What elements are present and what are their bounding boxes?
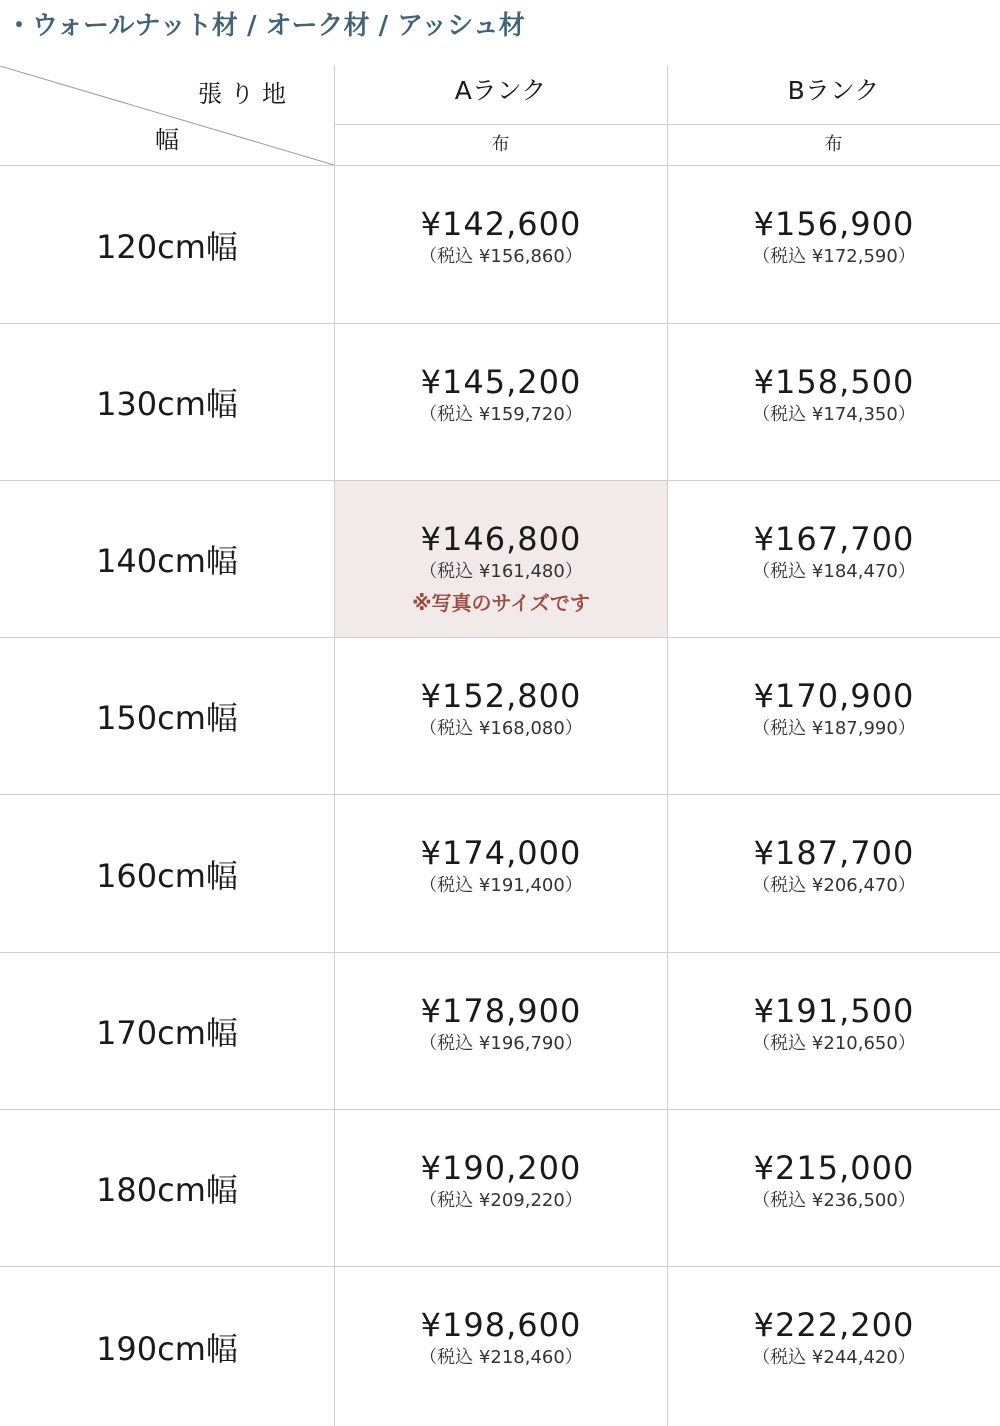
price-cell-a-rank	[335, 795, 667, 952]
column-subheader-a-fabric: 布	[491, 134, 510, 155]
row-divider	[0, 637, 1000, 638]
tax-included-price: （税込 ¥174,350）	[752, 404, 916, 425]
price-cell-a-rank	[335, 638, 667, 794]
column-header-a-rank: Aランク	[454, 76, 547, 105]
table-row	[0, 481, 1000, 637]
price-cell-b-rank	[668, 166, 1000, 323]
column-divider	[667, 66, 668, 1426]
row-divider	[0, 952, 1000, 953]
tax-included-price: （税込 ¥156,860）	[419, 246, 583, 267]
price-value: ¥222,200	[753, 1306, 915, 1344]
row-width-label: 130cm幅	[96, 385, 238, 423]
tax-included-price: （税込 ¥236,500）	[752, 1190, 916, 1211]
row-divider	[0, 1266, 1000, 1267]
tax-included-price: （税込 ¥210,650）	[752, 1033, 916, 1054]
table-row	[0, 1267, 1000, 1426]
row-divider	[0, 323, 1000, 324]
price-value: ¥215,000	[753, 1149, 915, 1187]
row-width-label: 180cm幅	[96, 1171, 238, 1209]
tax-included-price: （税込 ¥191,400）	[419, 875, 583, 896]
tax-included-price: （税込 ¥172,590）	[752, 246, 916, 267]
corner-label-fabric: 張り地	[198, 80, 294, 108]
price-value: ¥156,900	[753, 205, 915, 243]
table-row	[0, 166, 1000, 323]
price-value: ¥142,600	[420, 205, 582, 243]
tax-included-price: （税込 ¥206,470）	[752, 875, 916, 896]
row-width-label: 160cm幅	[96, 856, 238, 895]
price-cell-b-rank	[668, 324, 1000, 480]
table-row	[0, 953, 1000, 1109]
tax-included-price: （税込 ¥244,420）	[752, 1347, 916, 1368]
price-value: ¥145,200	[420, 363, 582, 401]
price-cell-a-rank	[335, 953, 667, 1109]
price-cell-a-rank	[335, 324, 667, 480]
tax-included-price: （税込 ¥184,470）	[752, 561, 916, 582]
column-subheader-b-fabric: 布	[824, 134, 843, 155]
tax-included-price: （税込 ¥159,720）	[419, 404, 583, 425]
price-cell-b-rank	[668, 795, 1000, 952]
table-corner-header	[0, 66, 334, 166]
corner-label-width: 幅	[155, 126, 179, 154]
price-cell-b-rank	[668, 953, 1000, 1109]
table-row	[0, 324, 1000, 480]
tax-included-price: （税込 ¥218,460）	[419, 1347, 583, 1368]
price-value: ¥146,800	[420, 520, 582, 558]
table-row	[0, 638, 1000, 794]
row-divider	[0, 1109, 1000, 1110]
row-width-label: 140cm幅	[96, 542, 238, 580]
price-value: ¥174,000	[420, 834, 582, 872]
tax-included-price: （税込 ¥187,990）	[752, 718, 916, 739]
price-cell-b-rank	[668, 1110, 1000, 1266]
price-value: ¥170,900	[753, 677, 915, 715]
row-width-label: 150cm幅	[96, 699, 238, 737]
row-width-label: 170cm幅	[96, 1014, 238, 1052]
page-title: ・ウォールナット材 / オーク材 / アッシュ材	[6, 11, 525, 41]
tax-included-price: （税込 ¥161,480）	[419, 561, 583, 582]
price-value: ¥191,500	[753, 992, 915, 1030]
row-divider	[0, 165, 1000, 166]
price-value: ¥158,500	[753, 363, 915, 401]
price-value: ¥198,600	[420, 1306, 582, 1344]
table-row	[0, 1110, 1000, 1266]
price-cell-a-rank	[335, 481, 667, 637]
row-width-label: 120cm幅	[96, 227, 238, 266]
price-cell-b-rank	[668, 638, 1000, 794]
row-divider	[0, 794, 1000, 795]
row-width-label: 190cm幅	[96, 1329, 238, 1368]
row-divider	[0, 480, 1000, 481]
price-value: ¥187,700	[753, 834, 915, 872]
price-value: ¥190,200	[420, 1149, 582, 1187]
tax-included-price: （税込 ¥209,220）	[419, 1190, 583, 1211]
price-value: ¥167,700	[753, 520, 915, 558]
price-value: ¥178,900	[420, 992, 582, 1030]
price-cell-a-rank	[335, 166, 667, 323]
table-row	[0, 795, 1000, 952]
price-cell-a-rank	[335, 1267, 667, 1426]
price-value: ¥152,800	[420, 677, 582, 715]
column-header-b-rank: Bランク	[787, 76, 880, 105]
price-cell-b-rank	[668, 481, 1000, 637]
price-cell-b-rank	[668, 1267, 1000, 1426]
photo-size-note: ※写真のサイズです	[412, 591, 590, 615]
tax-included-price: （税込 ¥168,080）	[419, 718, 583, 739]
column-divider	[334, 66, 335, 1426]
tax-included-price: （税込 ¥196,790）	[419, 1033, 583, 1054]
price-cell-a-rank	[335, 1110, 667, 1266]
